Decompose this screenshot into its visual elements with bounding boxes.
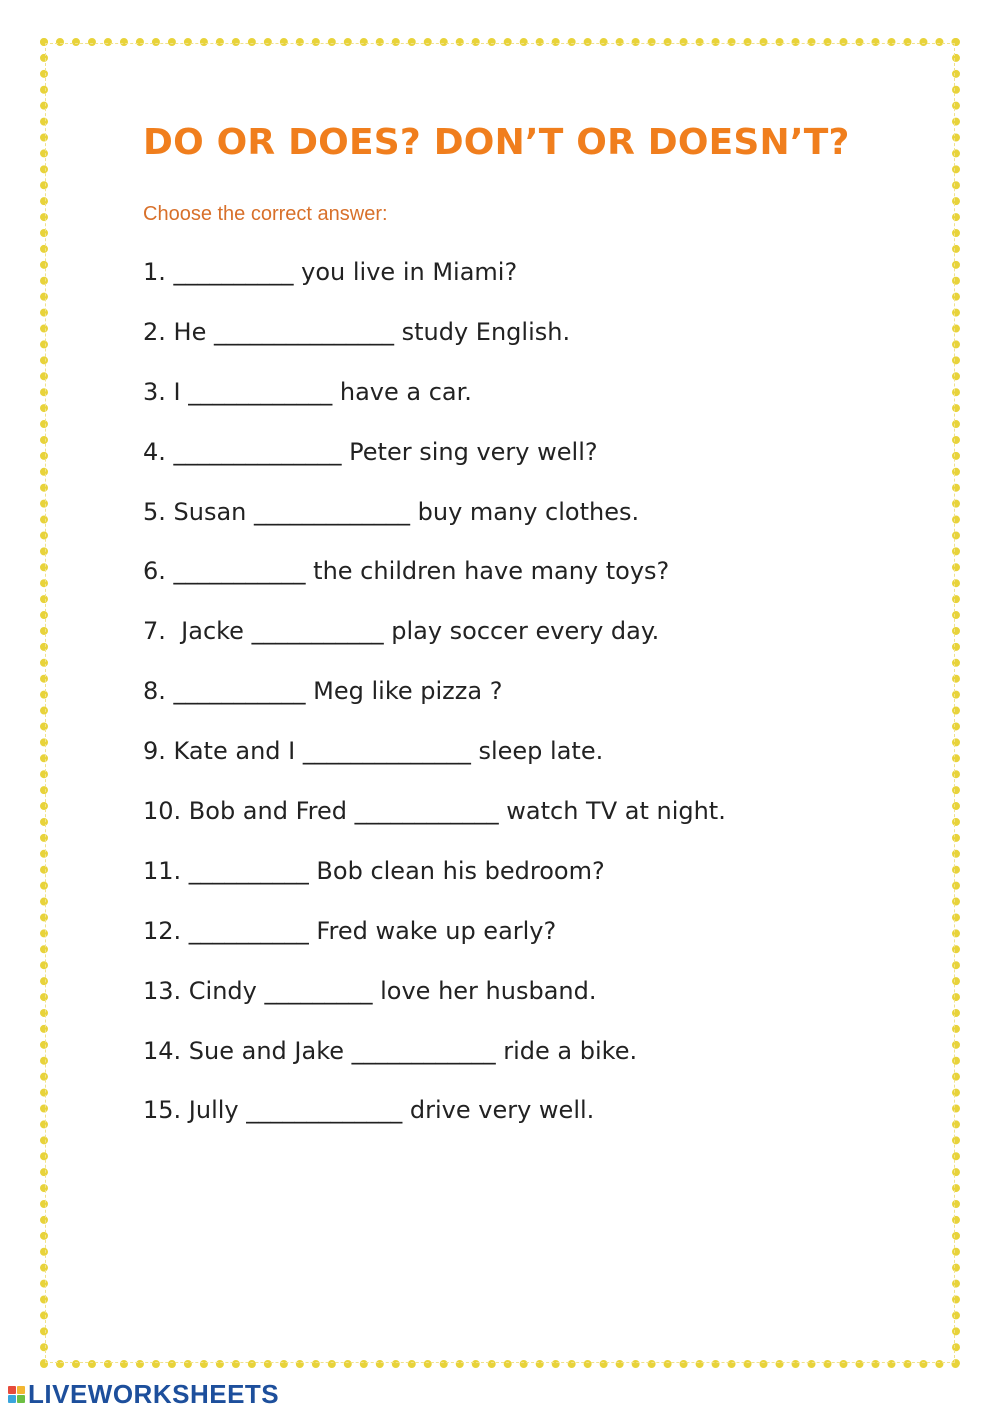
liveworksheets-logo-icon	[8, 1386, 25, 1403]
question-item-1: 1. __________ you live in Miami?	[143, 258, 518, 286]
worksheet-title: DO OR DOES? DON’T OR DOESN’T?	[143, 122, 850, 163]
question-list	[143, 252, 726, 1150]
question-item-13: 13. Cindy _________ love her husband.	[143, 976, 597, 1005]
question-item-10: 10. Bob and Fred ____________ watch TV at night.	[143, 797, 726, 826]
question-item-15: 15. Jully _____________ drive very well.	[143, 1096, 595, 1125]
question-item-12: 12. __________ Fred wake up early?	[143, 916, 557, 945]
question-item-2: 2. He _______________ study English.	[143, 317, 571, 346]
instruction-text: Choose the correct answer:	[143, 203, 388, 225]
question-item-4: 4. ______________ Peter sing very well?	[143, 437, 598, 466]
question-item-7: 7. Jacke ___________ play soccer every day.	[143, 617, 660, 646]
logo-text: LIVEWORKSHEETS	[28, 1379, 280, 1409]
question-item-3: 3. I ____________ have a car.	[143, 377, 472, 406]
question-item-14: 14. Sue and Jake ____________ ride a bike.	[143, 1036, 638, 1065]
liveworksheets-logo[interactable]	[8, 1380, 279, 1408]
question-item-9: 9. Kate and I ______________ sleep late.	[143, 737, 604, 766]
question-item-11: 11. __________ Bob clean his bedroom?	[143, 856, 605, 885]
question-item-5: 5. Susan _____________ buy many clothes.	[143, 497, 640, 526]
question-item-6: 6. ___________ the children have many toys?	[143, 557, 670, 586]
question-item-8: 8. ___________ Meg like pizza ?	[143, 677, 503, 706]
